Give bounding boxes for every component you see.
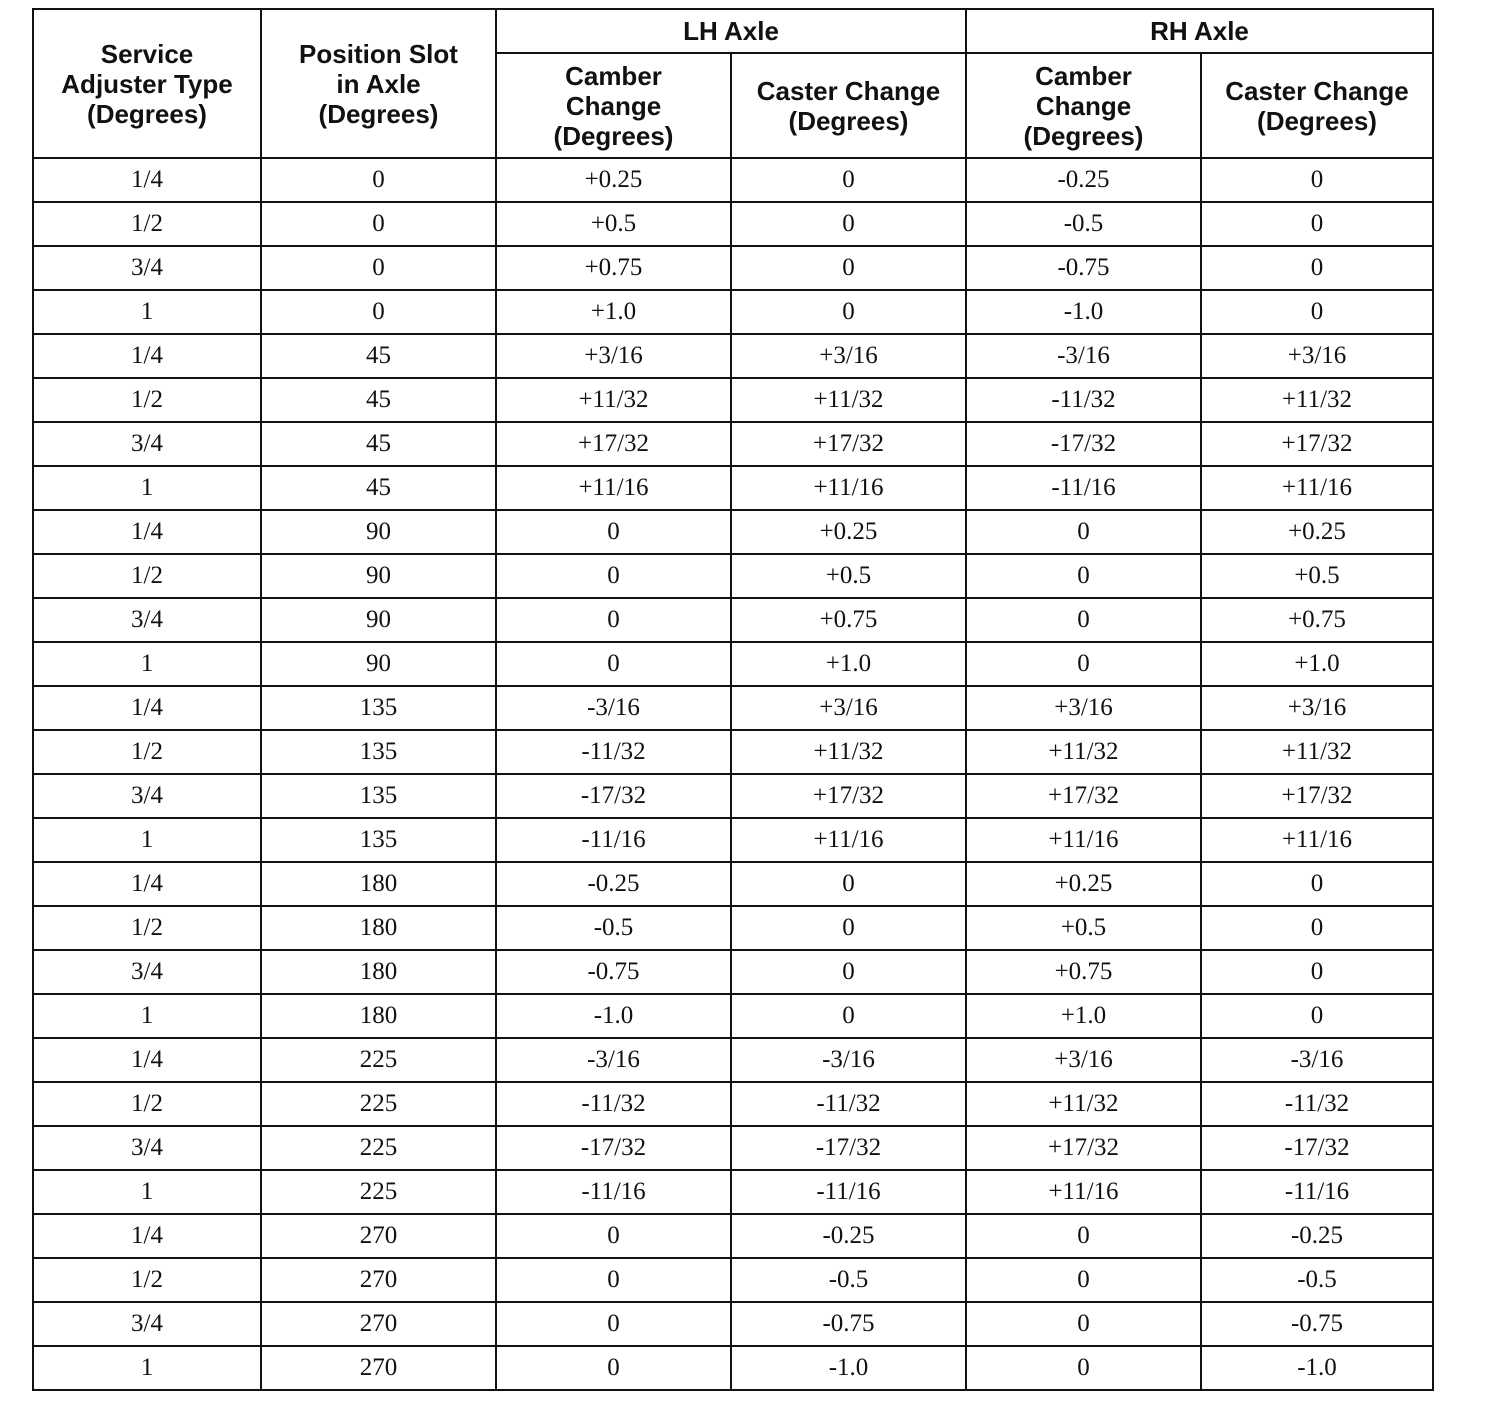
cell-adjuster-type: 3/4 [33,422,261,466]
cell-lh-camber-change: -3/16 [496,686,731,730]
cell-position-slot: 225 [261,1038,496,1082]
cell-lh-caster-change: 0 [731,246,966,290]
cell-adjuster-type: 1/2 [33,730,261,774]
cell-position-slot: 180 [261,906,496,950]
cell-lh-camber-change: 0 [496,1302,731,1346]
cell-position-slot: 45 [261,334,496,378]
cell-lh-caster-change: -0.25 [731,1214,966,1258]
cell-lh-caster-change: 0 [731,202,966,246]
cell-rh-camber-change: -11/32 [966,378,1201,422]
cell-lh-camber-change: -0.75 [496,950,731,994]
cell-lh-caster-change: +11/16 [731,818,966,862]
cell-rh-camber-change: 0 [966,554,1201,598]
cell-position-slot: 45 [261,466,496,510]
cell-lh-camber-change: +3/16 [496,334,731,378]
cell-position-slot: 135 [261,818,496,862]
cell-lh-caster-change: -1.0 [731,1346,966,1390]
cell-lh-caster-change: +0.75 [731,598,966,642]
cell-rh-camber-change: 0 [966,1346,1201,1390]
cell-lh-caster-change: +17/32 [731,774,966,818]
cell-rh-camber-change: +11/16 [966,1170,1201,1214]
table-row [33,1126,1433,1170]
cell-lh-camber-change: 0 [496,1258,731,1302]
cell-position-slot: 90 [261,554,496,598]
cell-rh-caster-change: +1.0 [1201,642,1433,686]
table-body [33,158,1433,1390]
table-row [33,1214,1433,1258]
table-row [33,1302,1433,1346]
cell-adjuster-type: 1 [33,642,261,686]
cell-rh-camber-change: +3/16 [966,1038,1201,1082]
cell-adjuster-type: 1 [33,1170,261,1214]
cell-lh-camber-change: +11/32 [496,378,731,422]
cell-adjuster-type: 3/4 [33,774,261,818]
cell-rh-caster-change: +0.5 [1201,554,1433,598]
cell-rh-caster-change: +3/16 [1201,686,1433,730]
cell-lh-camber-change: -17/32 [496,1126,731,1170]
table-row [33,1258,1433,1302]
cell-lh-camber-change: +17/32 [496,422,731,466]
cell-lh-caster-change: -11/16 [731,1170,966,1214]
cell-rh-caster-change: +0.25 [1201,510,1433,554]
cell-rh-camber-change: 0 [966,1258,1201,1302]
cell-lh-camber-change: -11/32 [496,1082,731,1126]
table-row [33,730,1433,774]
cell-adjuster-type: 1 [33,1346,261,1390]
table-row [33,246,1433,290]
cell-rh-camber-change: 0 [966,1214,1201,1258]
table-row [33,1038,1433,1082]
cell-adjuster-type: 1 [33,466,261,510]
cell-rh-camber-change: +17/32 [966,774,1201,818]
cell-adjuster-type: 1/2 [33,202,261,246]
cell-adjuster-type: 1/4 [33,686,261,730]
cell-lh-caster-change: +1.0 [731,642,966,686]
cell-adjuster-type: 3/4 [33,246,261,290]
cell-position-slot: 90 [261,642,496,686]
cell-adjuster-type: 1/2 [33,554,261,598]
cell-rh-caster-change: +11/16 [1201,818,1433,862]
cell-lh-caster-change: 0 [731,994,966,1038]
cell-lh-caster-change: -11/32 [731,1082,966,1126]
cell-lh-camber-change: +11/16 [496,466,731,510]
table-row [33,378,1433,422]
cell-position-slot: 135 [261,686,496,730]
cell-lh-camber-change: -0.25 [496,862,731,906]
cell-adjuster-type: 1/4 [33,1214,261,1258]
table-row [33,334,1433,378]
cell-rh-caster-change: -11/16 [1201,1170,1433,1214]
cell-adjuster-type: 1/4 [33,1038,261,1082]
cell-rh-caster-change: +11/32 [1201,378,1433,422]
cell-rh-camber-change: -0.5 [966,202,1201,246]
cell-rh-camber-change: +11/32 [966,730,1201,774]
cell-position-slot: 0 [261,158,496,202]
cell-lh-camber-change: +0.25 [496,158,731,202]
header-service-adjuster-type: Service Adjuster Type (Degrees) [33,9,261,158]
header-lh-caster-change: Caster Change (Degrees) [731,53,966,158]
cell-adjuster-type: 1/2 [33,378,261,422]
cell-position-slot: 270 [261,1302,496,1346]
cell-lh-camber-change: -11/16 [496,818,731,862]
table-row [33,950,1433,994]
cell-lh-caster-change: 0 [731,950,966,994]
table-row [33,422,1433,466]
table-row [33,862,1433,906]
table-row [33,1346,1433,1390]
cell-rh-camber-change: -0.25 [966,158,1201,202]
table-row [33,290,1433,334]
cell-lh-caster-change: 0 [731,290,966,334]
table-row [33,642,1433,686]
cell-lh-camber-change: 0 [496,554,731,598]
cell-adjuster-type: 1/4 [33,862,261,906]
cell-lh-caster-change: 0 [731,862,966,906]
cell-rh-caster-change: 0 [1201,290,1433,334]
cell-rh-caster-change: 0 [1201,246,1433,290]
cell-rh-camber-change: +11/16 [966,818,1201,862]
service-adjuster-table [32,8,1434,1391]
cell-lh-caster-change: -3/16 [731,1038,966,1082]
cell-rh-camber-change: 0 [966,510,1201,554]
cell-lh-camber-change: +1.0 [496,290,731,334]
cell-rh-caster-change: -0.25 [1201,1214,1433,1258]
cell-rh-camber-change: +17/32 [966,1126,1201,1170]
header-position-slot: Position Slot in Axle (Degrees) [261,9,496,158]
cell-lh-caster-change: +11/32 [731,730,966,774]
cell-adjuster-type: 3/4 [33,1126,261,1170]
cell-lh-caster-change: +11/16 [731,466,966,510]
cell-rh-caster-change: +17/32 [1201,774,1433,818]
cell-lh-caster-change: +3/16 [731,334,966,378]
cell-adjuster-type: 3/4 [33,598,261,642]
cell-lh-camber-change: 0 [496,598,731,642]
cell-adjuster-type: 1/4 [33,158,261,202]
cell-rh-caster-change: 0 [1201,202,1433,246]
cell-rh-caster-change: -11/32 [1201,1082,1433,1126]
cell-rh-caster-change: +11/16 [1201,466,1433,510]
cell-lh-camber-change: -17/32 [496,774,731,818]
cell-rh-camber-change: 0 [966,1302,1201,1346]
cell-lh-camber-change: 0 [496,510,731,554]
cell-position-slot: 225 [261,1082,496,1126]
cell-adjuster-type: 1/2 [33,906,261,950]
cell-rh-camber-change: 0 [966,598,1201,642]
cell-lh-caster-change: +0.25 [731,510,966,554]
cell-rh-caster-change: 0 [1201,994,1433,1038]
cell-position-slot: 45 [261,378,496,422]
adjuster-table-sheet [32,8,1434,1391]
cell-position-slot: 180 [261,862,496,906]
table-row [33,994,1433,1038]
cell-rh-caster-change: 0 [1201,862,1433,906]
header-rh-axle: RH Axle [966,9,1433,53]
cell-lh-caster-change: +0.5 [731,554,966,598]
cell-lh-caster-change: -0.5 [731,1258,966,1302]
cell-lh-caster-change: +17/32 [731,422,966,466]
table-row [33,1170,1433,1214]
cell-rh-camber-change: +0.25 [966,862,1201,906]
cell-rh-caster-change: 0 [1201,950,1433,994]
table-row [33,1082,1433,1126]
cell-position-slot: 270 [261,1258,496,1302]
cell-position-slot: 0 [261,290,496,334]
cell-lh-camber-change: +0.75 [496,246,731,290]
table-row [33,906,1433,950]
cell-position-slot: 270 [261,1346,496,1390]
table-row [33,158,1433,202]
cell-lh-caster-change: -0.75 [731,1302,966,1346]
header-rh-caster-change: Caster Change (Degrees) [1201,53,1433,158]
cell-rh-caster-change: -1.0 [1201,1346,1433,1390]
table-row [33,686,1433,730]
cell-rh-caster-change: -3/16 [1201,1038,1433,1082]
cell-rh-caster-change: +0.75 [1201,598,1433,642]
cell-rh-caster-change: +17/32 [1201,422,1433,466]
cell-position-slot: 45 [261,422,496,466]
cell-adjuster-type: 1/2 [33,1082,261,1126]
cell-adjuster-type: 3/4 [33,1302,261,1346]
cell-adjuster-type: 1 [33,290,261,334]
cell-position-slot: 0 [261,246,496,290]
cell-rh-camber-change: -17/32 [966,422,1201,466]
header-lh-axle: LH Axle [496,9,966,53]
cell-lh-caster-change: 0 [731,158,966,202]
cell-lh-camber-change: +0.5 [496,202,731,246]
cell-position-slot: 90 [261,598,496,642]
cell-lh-caster-change: +3/16 [731,686,966,730]
cell-lh-caster-change: 0 [731,906,966,950]
cell-lh-camber-change: 0 [496,1214,731,1258]
cell-lh-camber-change: 0 [496,1346,731,1390]
table-row [33,554,1433,598]
cell-rh-camber-change: +1.0 [966,994,1201,1038]
cell-lh-camber-change: -11/32 [496,730,731,774]
table-row [33,774,1433,818]
cell-rh-camber-change: -0.75 [966,246,1201,290]
cell-lh-camber-change: -1.0 [496,994,731,1038]
table-row [33,818,1433,862]
cell-adjuster-type: 1/4 [33,510,261,554]
cell-position-slot: 225 [261,1126,496,1170]
cell-rh-camber-change: +0.75 [966,950,1201,994]
cell-adjuster-type: 1 [33,818,261,862]
cell-position-slot: 180 [261,994,496,1038]
header-rh-camber-change: Camber Change (Degrees) [966,53,1201,158]
cell-lh-caster-change: -17/32 [731,1126,966,1170]
cell-adjuster-type: 3/4 [33,950,261,994]
cell-rh-caster-change: +11/32 [1201,730,1433,774]
cell-position-slot: 225 [261,1170,496,1214]
cell-lh-camber-change: -11/16 [496,1170,731,1214]
cell-rh-camber-change: +0.5 [966,906,1201,950]
table-row [33,466,1433,510]
cell-rh-caster-change: -0.5 [1201,1258,1433,1302]
cell-rh-camber-change: 0 [966,642,1201,686]
cell-rh-camber-change: -3/16 [966,334,1201,378]
cell-adjuster-type: 1/4 [33,334,261,378]
cell-adjuster-type: 1 [33,994,261,1038]
table-row [33,510,1433,554]
cell-rh-camber-change: -1.0 [966,290,1201,334]
cell-lh-caster-change: +11/32 [731,378,966,422]
cell-position-slot: 135 [261,730,496,774]
cell-rh-caster-change: -0.75 [1201,1302,1433,1346]
cell-lh-camber-change: -0.5 [496,906,731,950]
cell-position-slot: 270 [261,1214,496,1258]
cell-lh-camber-change: -3/16 [496,1038,731,1082]
table-row [33,202,1433,246]
cell-rh-caster-change: +3/16 [1201,334,1433,378]
cell-position-slot: 0 [261,202,496,246]
header-row-group [33,9,1433,53]
cell-rh-camber-change: +11/32 [966,1082,1201,1126]
cell-adjuster-type: 1/2 [33,1258,261,1302]
cell-position-slot: 180 [261,950,496,994]
cell-lh-camber-change: 0 [496,642,731,686]
cell-position-slot: 90 [261,510,496,554]
table-row [33,598,1433,642]
cell-rh-camber-change: +3/16 [966,686,1201,730]
cell-rh-caster-change: 0 [1201,906,1433,950]
header-lh-camber-change: Camber Change (Degrees) [496,53,731,158]
cell-rh-caster-change: -17/32 [1201,1126,1433,1170]
cell-rh-caster-change: 0 [1201,158,1433,202]
cell-position-slot: 135 [261,774,496,818]
cell-rh-camber-change: -11/16 [966,466,1201,510]
